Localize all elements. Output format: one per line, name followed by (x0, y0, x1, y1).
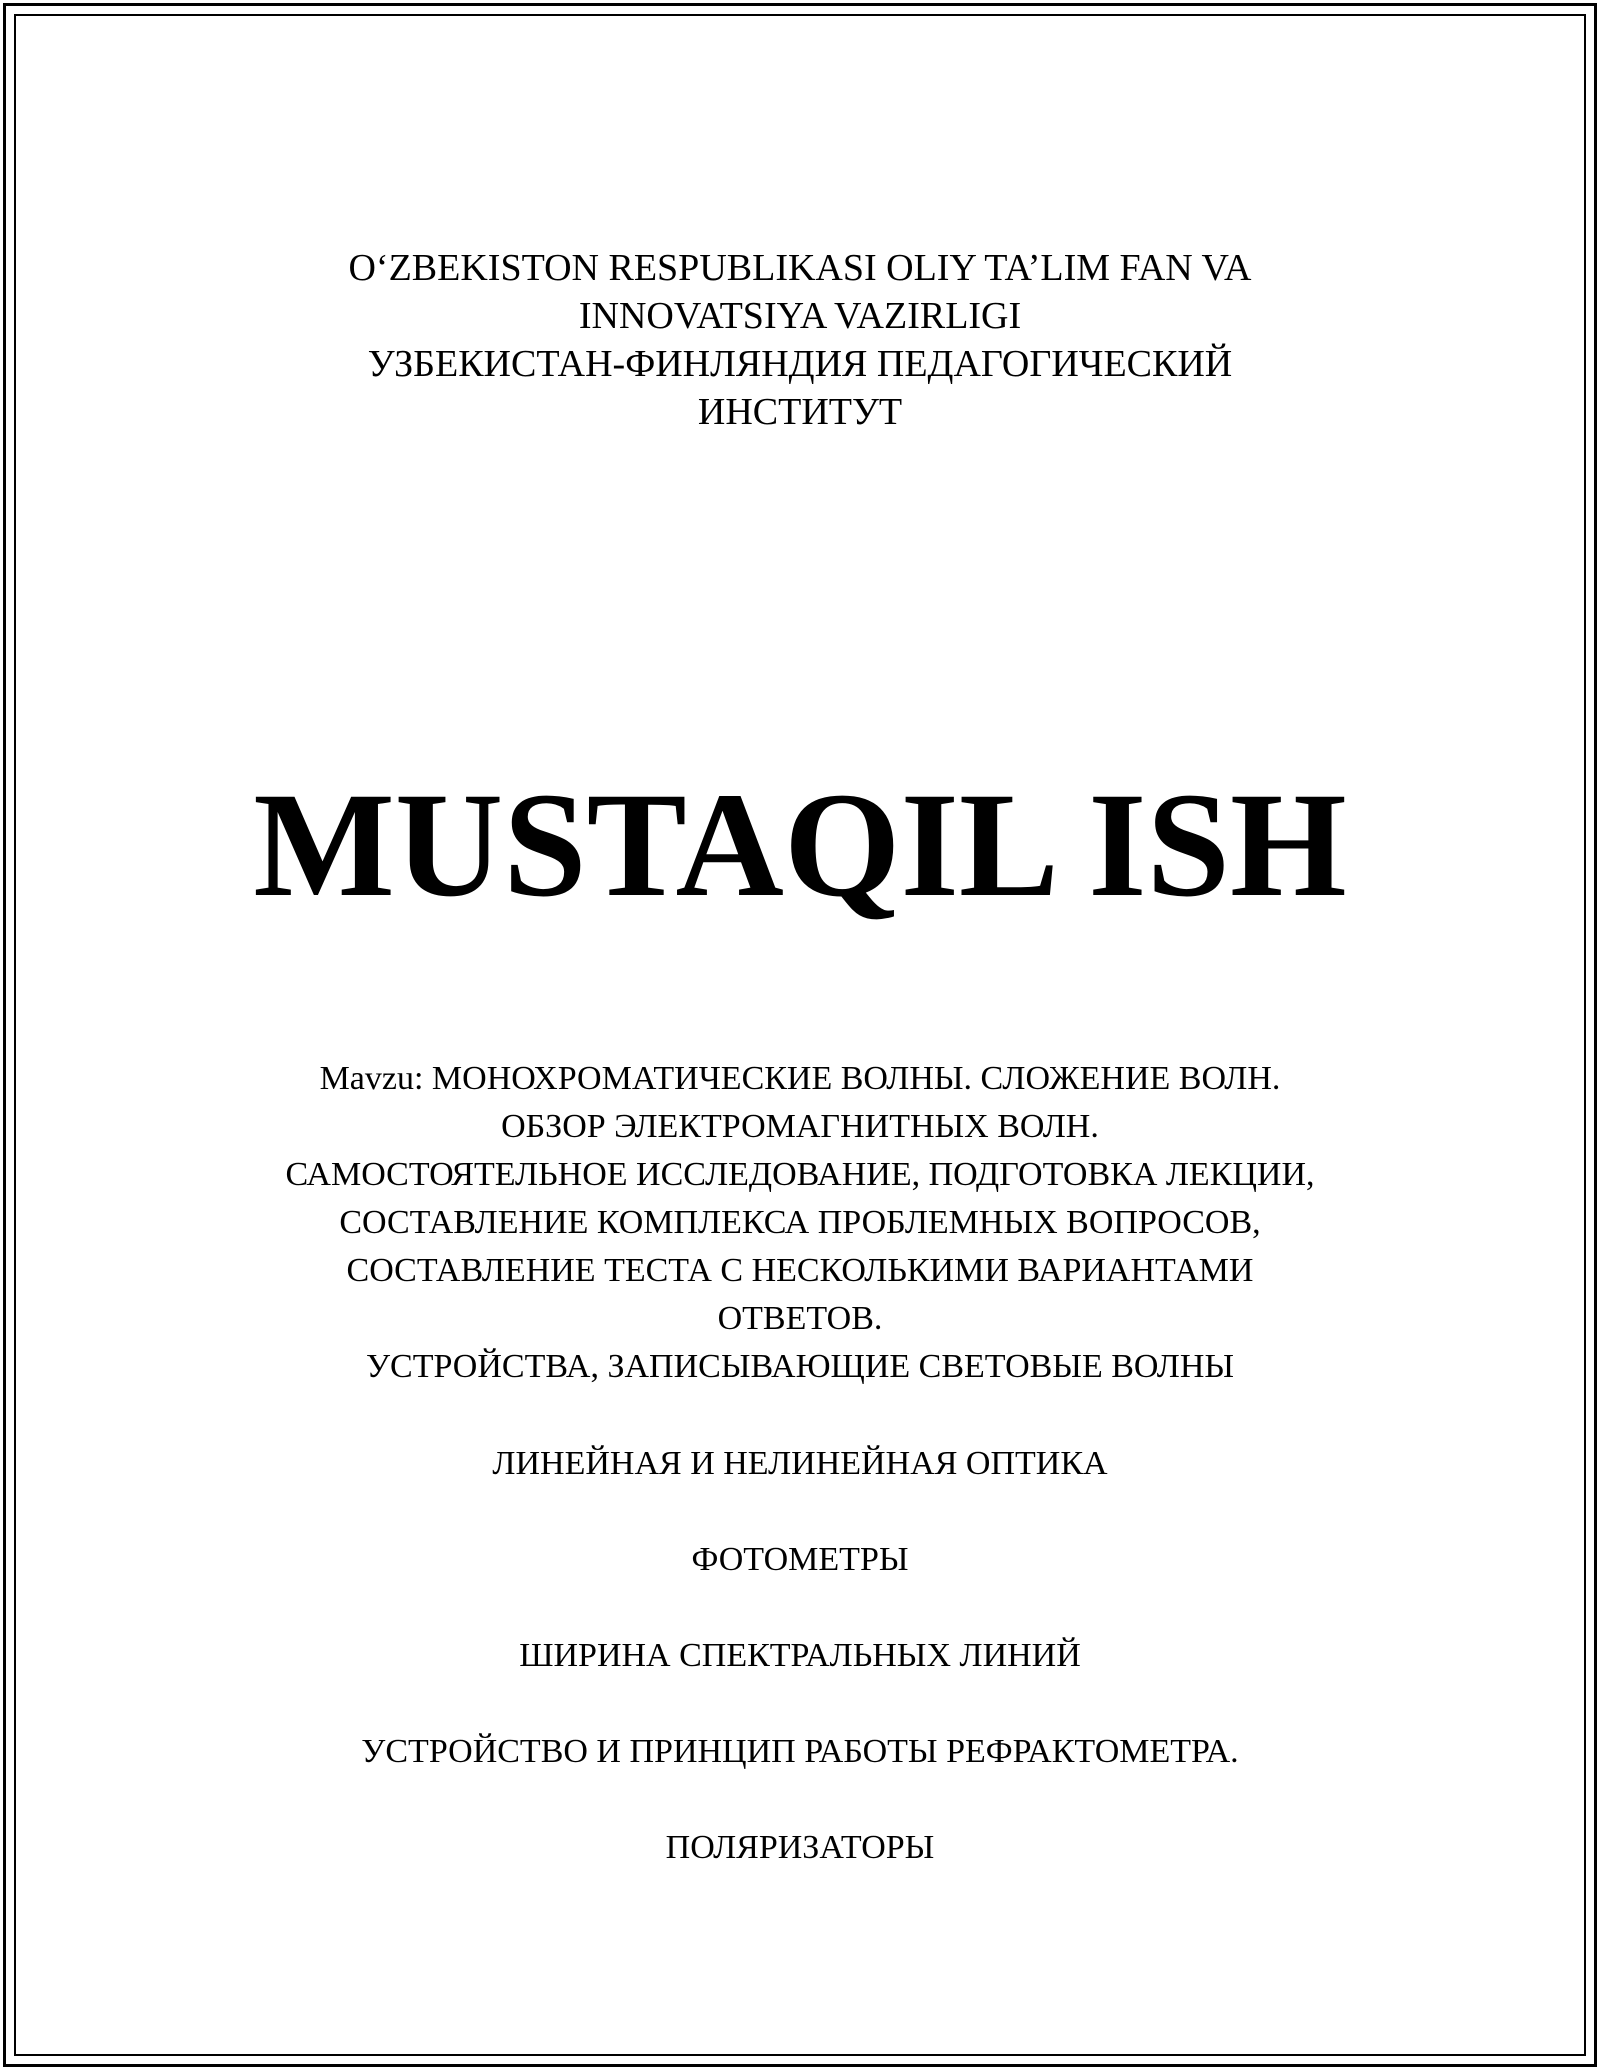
header-line: O‘ZBEKISTON RESPUBLIKASI OLIY TA’LIM FAN VA (348, 247, 1252, 289)
topic-block (0, 1055, 1600, 1391)
topic-line: Mavzu: МОНОХРОМАТИЧЕСКИЕ ВОЛНЫ. СЛОЖЕНИЕ ВОЛН. (319, 1060, 1281, 1097)
topic-item: ШИРИНА СПЕКТРАЛЬНЫХ ЛИНИЙ (519, 1637, 1081, 1674)
topic-line: СОСТАВЛЕНИЕ КОМПЛЕКСА ПРОБЛЕМНЫХ ВОПРОСОВ, (339, 1204, 1261, 1241)
ministry-header (0, 244, 1600, 436)
header-line: INNOVATSIYA VAZIRLIGI (578, 295, 1022, 337)
topics-list (0, 1440, 1600, 1920)
topic-item: ПОЛЯРИЗАТОРЫ (665, 1829, 935, 1866)
header-line: УЗБЕКИСТАН-ФИНЛЯНДИЯ ПЕДАГОГИЧЕСКИЙ (367, 343, 1233, 385)
topic-line: СОСТАВЛЕНИЕ ТЕСТА С НЕСКОЛЬКИМИ ВАРИАНТАМИ (346, 1252, 1254, 1289)
topic-line: ОТВЕТОВ. (717, 1300, 883, 1337)
topic-line: УСТРОЙСТВА, ЗАПИСЫВАЮЩИЕ СВЕТОВЫЕ ВОЛНЫ (365, 1348, 1235, 1385)
topic-line: САМОСТОЯТЕЛЬНОЕ ИССЛЕДОВАНИЕ, ПОДГОТОВКА ЛЕКЦИИ, (285, 1156, 1315, 1193)
topic-item: ФОТОМЕТРЫ (691, 1541, 909, 1578)
document-title: MUSTAQIL ISH (253, 762, 1347, 928)
topic-item: УСТРОЙСТВО И ПРИНЦИП РАБОТЫ РЕФРАКТОМЕТРА. (361, 1733, 1239, 1770)
topic-line: ОБЗОР ЭЛЕКТРОМАГНИТНЫХ ВОЛН. (501, 1108, 1099, 1145)
topic-item: ЛИНЕЙНАЯ И НЕЛИНЕЙНАЯ ОПТИКА (492, 1445, 1108, 1482)
header-line: ИНСТИТУТ (697, 391, 903, 433)
